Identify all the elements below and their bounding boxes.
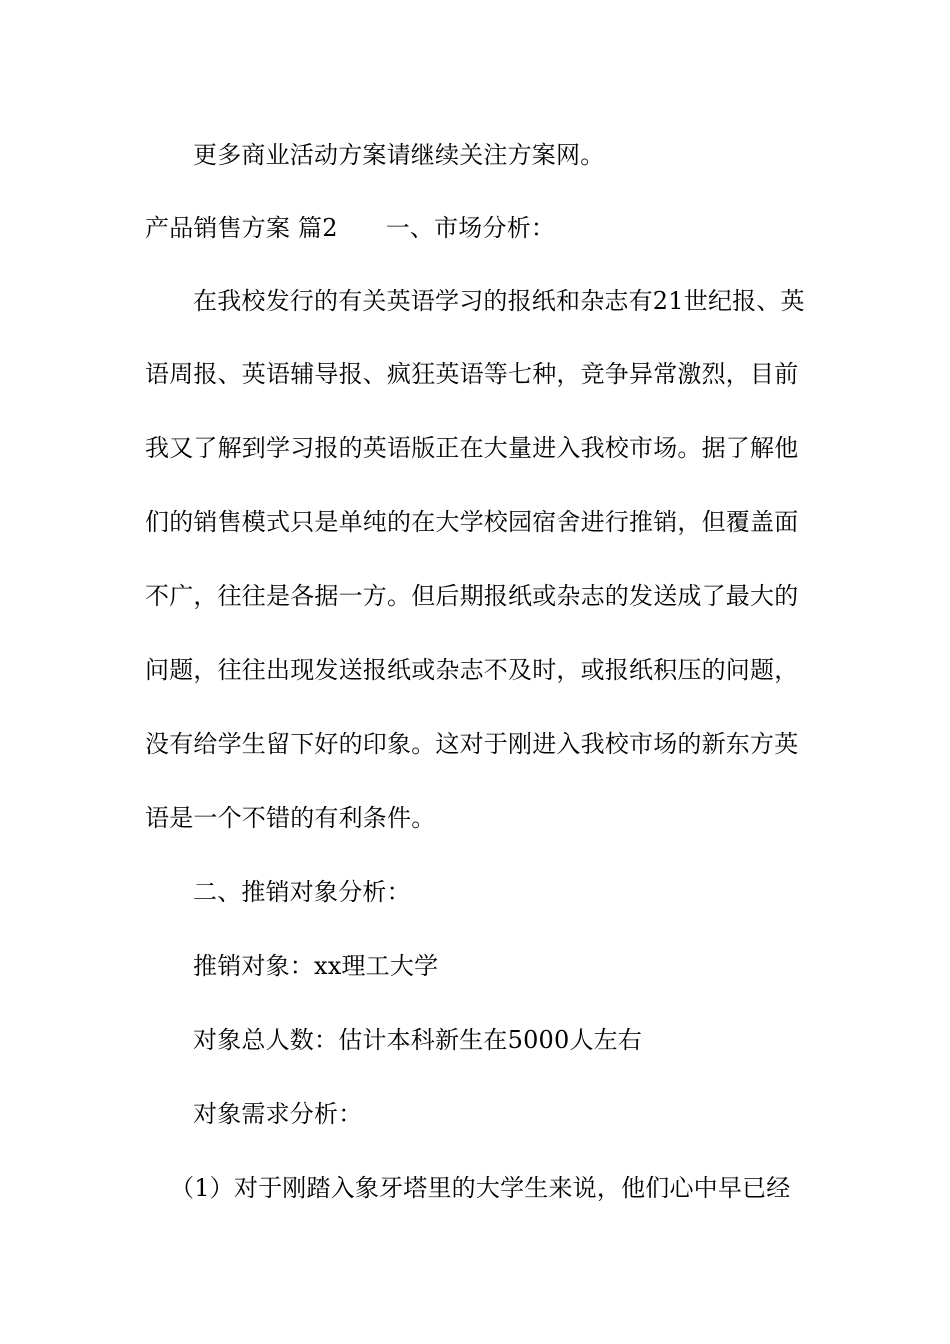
- section-heading-line: [145, 212, 555, 244]
- subsection-heading-target-analysis: 二、推销对象分析：: [193, 878, 411, 906]
- target-line: 推销对象：xx理工大学: [193, 952, 439, 980]
- paragraph-line: （1）对于刚踏入象牙塔里的大学生来说，他们心中早已经: [170, 1174, 791, 1202]
- paragraph-line: 我又了解到学习报的英语版正在大量进入我校市场。据了解他: [145, 434, 799, 462]
- target-count-line: 对象总人数：估计本科新生在5000人左右: [193, 1026, 643, 1054]
- paragraph-line: 问题，往往出现发送报纸或杂志不及时，或报纸积压的问题，: [145, 656, 799, 684]
- paragraph-line: 语周报、英语辅导报、疯狂英语等七种，竞争异常激烈，目前: [145, 360, 799, 388]
- subsection-heading-market-analysis: 一、市场分析：: [385, 214, 556, 242]
- closing-note: 更多商业活动方案请继续关注方案网。: [193, 141, 605, 169]
- needs-analysis-heading: 对象需求分析：: [193, 1100, 363, 1128]
- section-title: 产品销售方案 篇2: [145, 214, 338, 242]
- paragraph-line: 们的销售模式只是单纯的在大学校园宿舍进行推销，但覆盖面: [145, 508, 799, 536]
- paragraph-line: 语是一个不错的有利条件。: [145, 804, 436, 832]
- paragraph-line: 在我校发行的有关英语学习的报纸和杂志有21世纪报、英: [193, 287, 805, 315]
- paragraph-line: 没有给学生留下好的印象。这对于刚进入我校市场的新东方英: [145, 730, 799, 758]
- paragraph-line: 不广，往往是各据一方。但后期报纸或杂志的发送成了最大的: [145, 582, 799, 610]
